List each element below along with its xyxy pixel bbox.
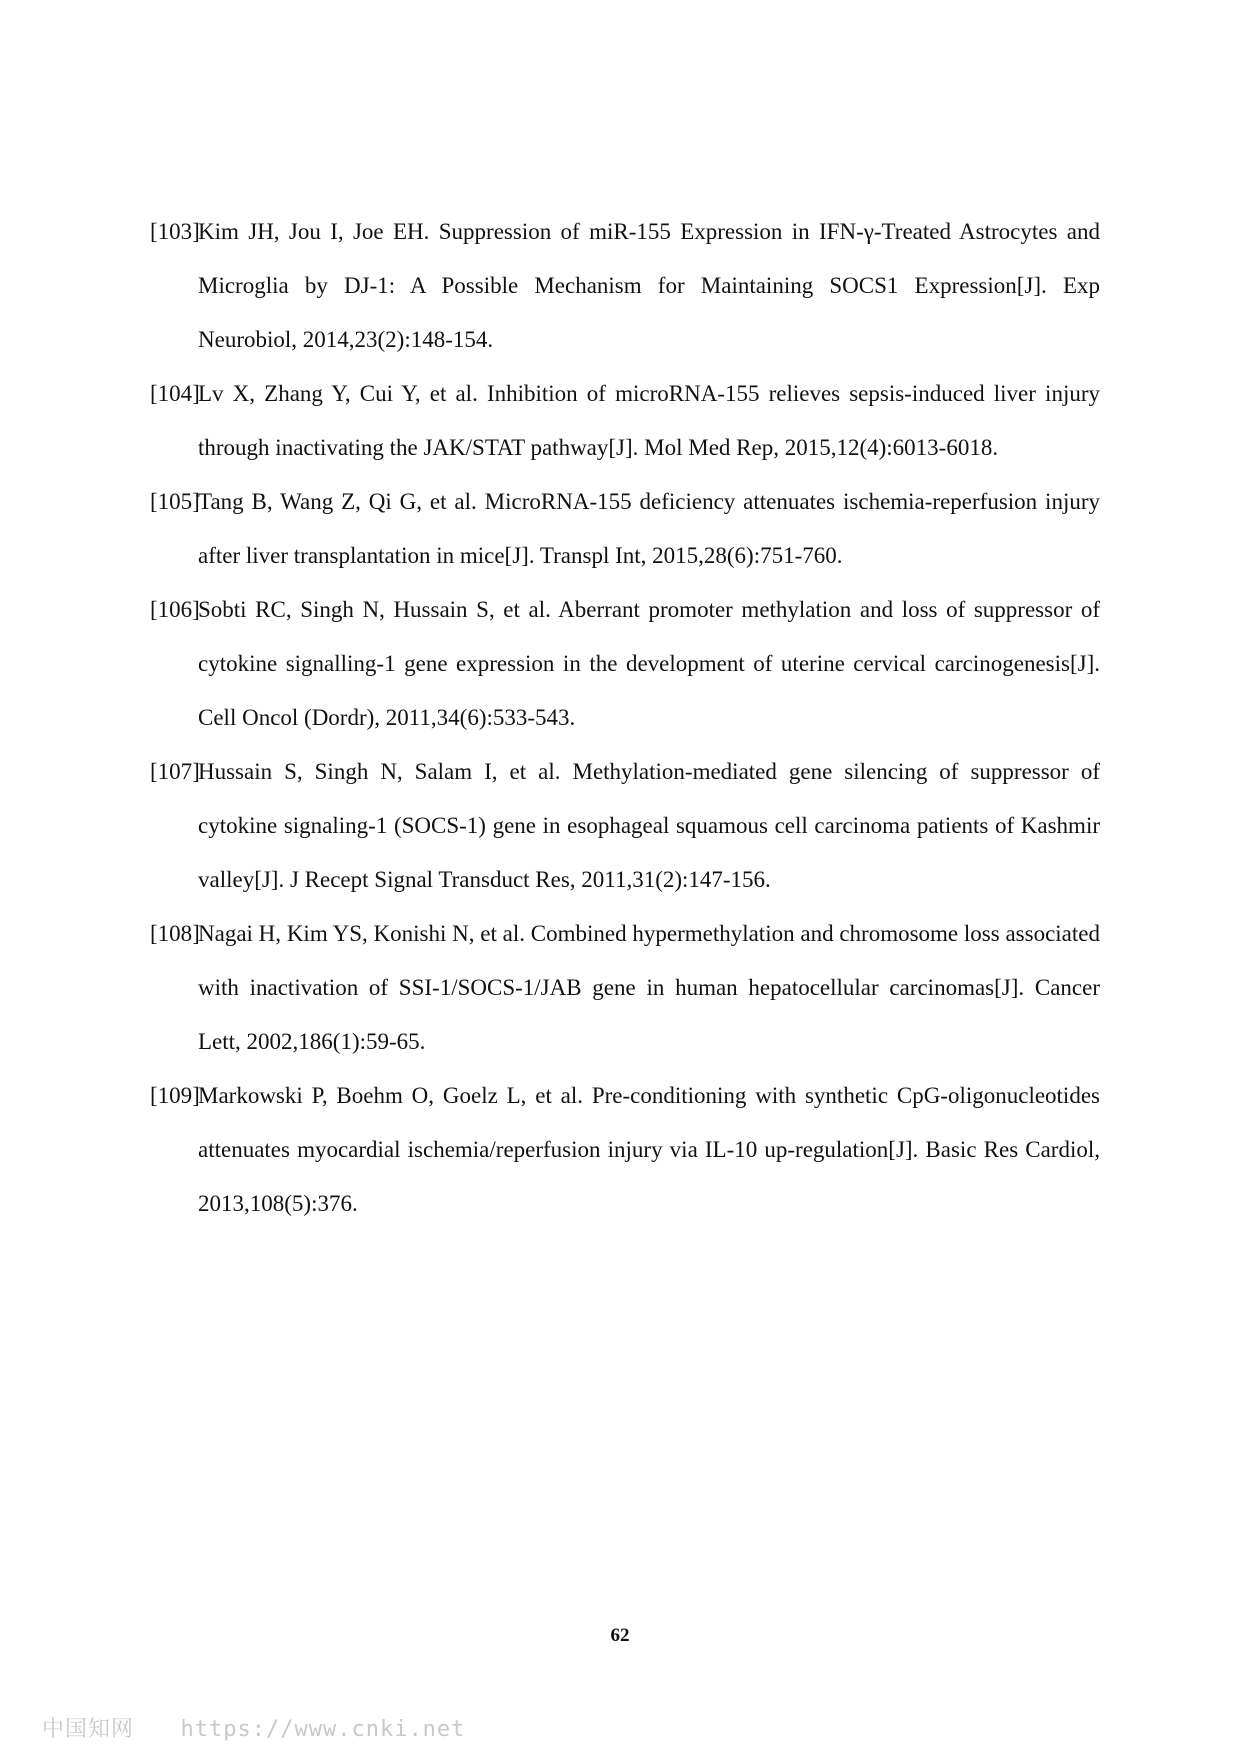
- reference-number: [107]: [150, 759, 200, 784]
- reference-text: Lv X, Zhang Y, Cui Y, et al. Inhibition of microRNA-155 relieves sepsis-induced liver injury through inactivating the JAK/STAT pathway[J]. Mol Med Rep, 2015,12(4):6013-6018.: [198, 381, 1100, 460]
- reference-item: [150, 745, 1100, 907]
- reference-number: [105]: [150, 489, 200, 514]
- reference-item: [150, 583, 1100, 745]
- watermark-site-name: 中国知网: [42, 1717, 135, 1742]
- reference-number: [104]: [150, 381, 200, 406]
- page-number: 62: [610, 1625, 630, 1646]
- reference-text: Kim JH, Jou I, Joe EH. Suppression of miR-155 Expression in IFN-γ-Treated Astrocytes and Microglia by DJ-1: A Possible Mechanism for Maintaining SOCS1 Expression[J]. Exp Neurobiol, 2014,23(2):148-154.: [198, 219, 1100, 352]
- reference-number: [109]: [150, 1083, 200, 1108]
- reference-text: Sobti RC, Singh N, Hussain S, et al. Aberrant promoter methylation and loss of suppressor of cytokine signalling-1 gene expression in the development of uterine cervical carcinogenesis[J]. Cell Oncol (Dordr), 2011,34(6):533-543.: [198, 597, 1100, 730]
- reference-text: Nagai H, Kim YS, Konishi N, et al. Combined hypermethylation and chromosome loss associated with inactivation of SSI-1/SOCS-1/JAB gene in human hepatocellular carcinomas[J]. Cancer Lett, 2002,186(1):59-65.: [198, 921, 1100, 1054]
- reference-text: Tang B, Wang Z, Qi G, et al. MicroRNA-155 deficiency attenuates ischemia-reperfusion injury after liver transplantation in mice[J]. Transpl Int, 2015,28(6):751-760.: [198, 489, 1100, 568]
- reference-item: [150, 1069, 1100, 1231]
- watermark-url: https://www.cnki.net: [180, 1717, 466, 1742]
- reference-item: [150, 205, 1100, 367]
- reference-text: Markowski P, Boehm O, Goelz L, et al. Pre-conditioning with synthetic CpG-oligonucleotides attenuates myocardial ischemia/reperfusion injury via IL-10 up-regulation[J]. Basic Res Cardiol, 2013,108(5):376.: [198, 1083, 1100, 1216]
- reference-text: Hussain S, Singh N, Salam I, et al. Methylation-mediated gene silencing of suppressor of cytokine signaling-1 (SOCS-1) gene in esophageal squamous cell carcinoma patients of Kashmir valley[J]. J Recept Signal Transduct Res, 2011,31(2):147-156.: [198, 759, 1100, 892]
- reference-number: [106]: [150, 597, 200, 622]
- reference-item: [150, 367, 1100, 475]
- reference-list: [150, 205, 1100, 1231]
- watermark: [42, 1712, 465, 1743]
- reference-number: [103]: [150, 219, 200, 244]
- reference-item: [150, 907, 1100, 1069]
- reference-item: [150, 475, 1100, 583]
- reference-number: [108]: [150, 921, 200, 946]
